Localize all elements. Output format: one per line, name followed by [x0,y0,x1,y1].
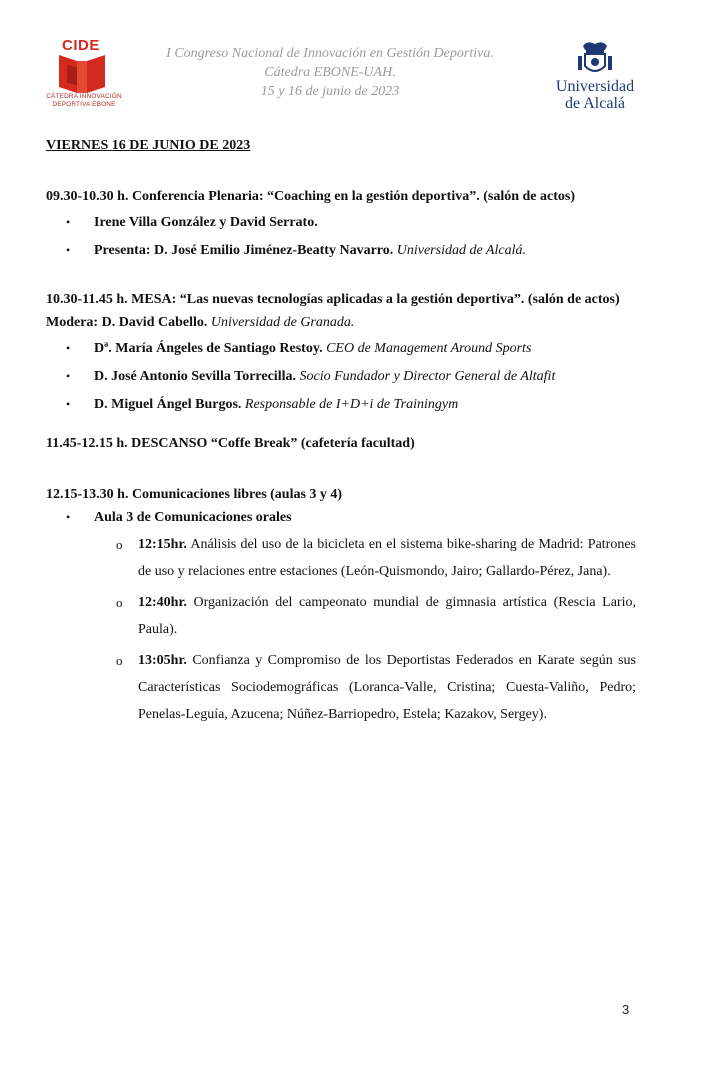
talk-time: 12:15hr. [138,537,187,552]
talk-text: Organización del campeonato mundial de gimnasia artística (Rescia Lario, Paula). [138,595,636,637]
list-item: • Irene Villa González y David Serrato. [46,211,636,234]
list-item: • D. Miguel Ángel Burgos. Responsable de I+D+i de Trainingym [46,393,636,416]
talk-time: 13:05hr. [138,653,187,668]
list-item: • Presenta: D. José Emilio Jiménez-Beatty Navarro. Universidad de Alcalá. [46,239,636,262]
circle-bullet-icon: o [116,595,123,610]
circle-bullet-icon: o [116,653,123,668]
session-heading: 12.15-13.30 h. Comunicaciones libres (aulas 3 y 4) [46,487,343,502]
session-round-table [46,288,636,416]
list-item: • Dª. María Ángeles de Santiago Restoy. CEO de Management Around Sports [46,337,636,360]
bullet-icon: • [66,510,71,524]
speaker-list [46,337,636,416]
page-number: 3 [622,1002,630,1017]
cide-logo-word: CIDE [62,37,100,54]
talk-list [46,531,636,728]
congress-title [128,44,532,101]
bullet-icon: • [66,215,71,229]
moderator-line: Modera: D. David Cabello. Universidad de Granada. [46,315,355,330]
session-break [46,432,636,455]
university-name: Universidad de Alcalá [555,78,635,112]
talk-time: 12:40hr. [138,595,187,610]
speaker-list [46,211,636,262]
bullet-icon: • [66,397,71,411]
talk-item [46,589,636,643]
day-title: VIERNES 16 DE JUNIO DE 2023 [46,138,251,153]
cide-logo-tagline: CÁTEDRA INNOVACIÓN DEPORTIVA EBONE [46,93,122,108]
session-heading: 09.30-10.30 h. Conferencia Plenaria: “Coaching en la gestión deportiva”. (salón de actos) [46,189,575,204]
talk-item [46,647,636,728]
congress-title-line1: I Congreso Nacional de Innovación en Gestión Deportiva. [166,46,494,61]
program-content [46,128,636,732]
list-item: • D. José Antonio Sevilla Torrecilla. Socio Fundador y Director General de Altafit [46,365,636,388]
list-item [46,506,636,529]
circle-bullet-icon: o [116,537,123,552]
cide-emblem-icon [59,55,105,93]
congress-dates: 15 y 16 de junio de 2023 [260,84,400,99]
session-heading: 11.45-12.15 h. DESCANSO “Coffe Break” (cafetería facultad) [46,436,415,451]
talk-text: Análisis del uso de la bicicleta en el sistema bike-sharing de Madrid: Patrones de uso y relaciones entre estaciones (León-Quismondo, Jairo; Gallardo-Pérez, Jana). [138,537,636,579]
cide-logo [44,37,124,117]
talk-text: Confianza y Compromiso de los Deportistas Federados en Karate según sus Características Sociodemográficas (Loranca-Valle, Cristina; Cuesta-Valiño, Pedro; Penelas-Leguía, Azucena; Núñez-Barriopedro, Estela; Kazakov, Sergey). [138,653,636,722]
bullet-icon: • [66,243,71,257]
room-heading: Aula 3 de Comunicaciones orales [94,510,292,525]
bullet-icon: • [66,369,71,383]
page-header [0,0,720,125]
congress-title-line2: Cátedra EBONE-UAH. [264,65,396,80]
session-communications [46,483,636,728]
uah-logo [545,38,645,118]
session-plenary [46,185,636,262]
talk-item [46,531,636,585]
university-crest-icon [575,38,615,78]
session-heading: 10.30-11.45 h. MESA: “Las nuevas tecnologías aplicadas a la gestión deportiva”. (salón de actos) [46,292,620,307]
room-list [46,506,636,529]
bullet-icon: • [66,341,71,355]
